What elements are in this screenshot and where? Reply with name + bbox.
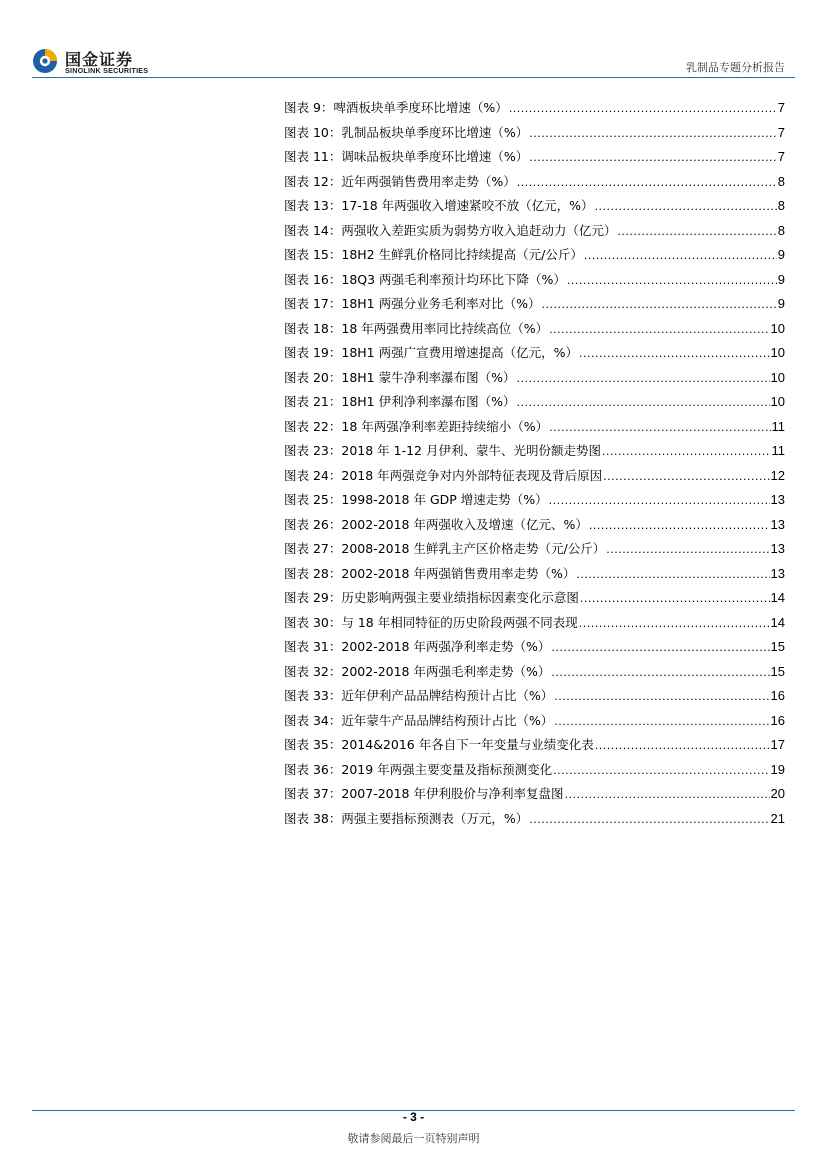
toc-entry-page[interactable]: 10 <box>770 394 785 409</box>
toc-entry-title[interactable]: 图表 34：近年蒙牛产品品牌结构预计占比（%） <box>284 712 554 728</box>
toc-entry[interactable] <box>284 515 785 540</box>
toc-entry-title[interactable]: 图表 17：18H1 两强分业务毛利率对比（%） <box>284 296 541 311</box>
toc-dot-leader <box>554 690 769 703</box>
toc-entry-title[interactable]: 图表 27：2008-2018 生鲜乳主产区价格走势（元/公斤） <box>284 541 606 556</box>
toc-entry-title[interactable]: 图表 16：18Q3 两强毛利率预计均环比下降（%） <box>284 271 566 287</box>
toc-entry[interactable] <box>284 221 785 246</box>
toc-entry-title[interactable]: 图表 28：2002-2018 年两强销售费用率走势（%） <box>284 565 576 581</box>
toc-dot-leader <box>542 298 777 311</box>
toc-entry-title[interactable]: 图表 35：2014&2016 年各自下一年变量与业绩变化表 <box>284 737 594 752</box>
toc-entry[interactable] <box>284 686 785 711</box>
toc-dot-leader <box>565 788 770 801</box>
toc-entry-page[interactable]: 7 <box>777 124 785 140</box>
toc-dot-leader <box>595 200 777 213</box>
toc-dot-leader <box>589 519 770 532</box>
toc-entry-title[interactable]: 图表 32：2002-2018 年两强毛利率走势（%） <box>284 663 551 679</box>
toc-entry[interactable] <box>284 760 785 785</box>
toc-dot-leader <box>517 396 770 409</box>
page-header <box>0 0 827 80</box>
logo-english-name: SINOLINK SECURITIES <box>65 66 149 75</box>
toc-dot-leader <box>517 372 770 385</box>
header-divider <box>32 77 795 78</box>
toc-entry-page[interactable]: 10 <box>770 320 785 336</box>
toc-entry[interactable] <box>284 98 785 123</box>
toc-entry-title[interactable]: 图表 31：2002-2018 年两强净利率走势（%） <box>284 639 551 654</box>
toc-entry-title[interactable]: 图表 21：18H1 伊利净利率瀑布图（%） <box>284 394 516 409</box>
toc-dot-leader <box>549 323 769 336</box>
toc-entry[interactable] <box>284 637 785 662</box>
toc-entry[interactable] <box>284 662 785 687</box>
toc-entry-title[interactable]: 图表 25：1998-2018 年 GDP 增速走势（%） <box>284 492 548 507</box>
toc-entry-title[interactable]: 图表 38：两强主要指标预测表（万元，%） <box>284 810 529 826</box>
toc-entry[interactable] <box>284 245 785 270</box>
toc-entry-title[interactable]: 图表 10：乳制品板块单季度环比增速（%） <box>284 124 529 140</box>
toc-dot-leader <box>529 813 769 826</box>
toc-entry-title[interactable]: 图表 24：2018 年两强竞争对内外部特征表现及背后原因 <box>284 467 603 483</box>
toc-dot-leader <box>606 543 769 556</box>
chart-list <box>284 98 785 833</box>
toc-entry-title[interactable]: 图表 30：与 18 年相同特征的历史阶段两强不同表现 <box>284 614 578 630</box>
toc-entry[interactable] <box>284 368 785 393</box>
toc-entry-page[interactable]: 21 <box>770 810 785 826</box>
toc-entry-title[interactable]: 图表 9：啤酒板块单季度环比增速（%） <box>284 100 508 115</box>
toc-entry-title[interactable]: 图表 36：2019 年两强主要变量及指标预测变化 <box>284 761 553 777</box>
toc-dot-leader <box>529 151 777 164</box>
toc-dot-leader <box>603 470 769 483</box>
toc-entry-page[interactable]: 16 <box>770 712 785 728</box>
toc-entry[interactable] <box>284 809 785 834</box>
toc-entry-title[interactable]: 图表 19：18H1 两强广宣费用增速提高（亿元，%） <box>284 345 578 360</box>
toc-entry[interactable] <box>284 711 785 736</box>
toc-entry[interactable] <box>284 147 785 172</box>
company-logo <box>32 46 172 78</box>
page-number: - 3 - <box>402 1110 425 1124</box>
toc-entry-title[interactable]: 图表 15：18H2 生鲜乳价格同比持续提高（元/公斤） <box>284 247 583 262</box>
toc-entry-title[interactable]: 图表 11：调味品板块单季度环比增速（%） <box>284 149 529 164</box>
toc-dot-leader <box>549 494 770 507</box>
toc-entry-page[interactable]: 15 <box>770 663 785 679</box>
toc-dot-leader <box>554 715 769 728</box>
toc-dot-leader <box>580 592 770 605</box>
toc-entry-title[interactable]: 图表 14：两强收入差距实质为弱势方收入追赶动力（亿元） <box>284 222 617 238</box>
toc-entry[interactable] <box>284 735 785 760</box>
toc-entry-page[interactable]: 10 <box>770 369 785 385</box>
toc-entry-page[interactable]: 11 <box>771 418 785 434</box>
toc-dot-leader <box>509 102 777 115</box>
toc-entry-page[interactable]: 13 <box>770 565 785 581</box>
toc-entry-page[interactable]: 13 <box>770 541 785 556</box>
toc-entry-title[interactable]: 图表 13：17-18 年两强收入增速紧咬不放（亿元，%） <box>284 198 594 213</box>
toc-entry[interactable] <box>284 613 785 638</box>
toc-entry[interactable] <box>284 123 785 148</box>
toc-entry[interactable] <box>284 319 785 344</box>
toc-entry[interactable] <box>284 294 785 319</box>
toc-entry-page[interactable]: 10 <box>770 345 785 360</box>
logo-chinese-name: 国金证券 <box>65 50 134 69</box>
toc-entry[interactable] <box>284 417 785 442</box>
toc-entry[interactable] <box>284 588 785 613</box>
toc-entry-page[interactable]: 13 <box>770 516 785 532</box>
toc-dot-leader <box>551 666 769 679</box>
toc-dot-leader <box>567 274 777 287</box>
toc-entry-title[interactable]: 图表 22：18 年两强净利率差距持续缩小（%） <box>284 418 549 434</box>
toc-entry-title[interactable]: 图表 18：18 年两强费用率同比持续高位（%） <box>284 320 549 336</box>
toc-entry-title[interactable]: 图表 20：18H1 蒙牛净利率瀑布图（%） <box>284 369 516 385</box>
sinolink-logo-icon <box>32 48 58 74</box>
toc-entry-page[interactable]: 16 <box>770 688 785 703</box>
disclaimer-note: 敬请参阅最后一页特别声明 <box>347 1132 480 1145</box>
toc-entry-page[interactable]: 20 <box>770 786 785 801</box>
toc-entry[interactable] <box>284 490 785 515</box>
toc-dot-leader <box>549 421 770 434</box>
toc-entry-page[interactable]: 9 <box>777 271 785 287</box>
toc-entry-title[interactable]: 图表 12：近年两强销售费用率走势（%） <box>284 173 516 189</box>
toc-dot-leader <box>584 249 777 262</box>
toc-entry[interactable] <box>284 343 785 368</box>
toc-dot-leader <box>529 127 777 140</box>
toc-entry[interactable] <box>284 784 785 809</box>
toc-entry-page[interactable]: 12 <box>770 467 785 483</box>
toc-entry[interactable] <box>284 441 785 466</box>
toc-dot-leader <box>553 764 769 777</box>
toc-dot-leader <box>579 347 770 360</box>
toc-entry-page[interactable]: 19 <box>770 761 785 777</box>
toc-entry-title[interactable]: 图表 33：近年伊利产品品牌结构预计占比（%） <box>284 688 554 703</box>
toc-dot-leader <box>579 617 770 630</box>
toc-entry-page[interactable]: 8 <box>777 173 785 189</box>
toc-entry-page[interactable]: 14 <box>770 614 785 630</box>
toc-dot-leader <box>576 568 769 581</box>
toc-entry-page[interactable]: 8 <box>777 198 785 213</box>
toc-entry-page[interactable]: 11 <box>771 443 785 458</box>
toc-entry[interactable] <box>284 539 785 564</box>
toc-entry-page[interactable]: 9 <box>777 296 785 311</box>
toc-entry-page[interactable]: 17 <box>770 737 785 752</box>
toc-dot-leader <box>517 176 777 189</box>
toc-entry-page[interactable]: 7 <box>777 100 785 115</box>
toc-entry-title[interactable]: 图表 29：历史影响两强主要业绩指标因素变化示意图 <box>284 590 579 605</box>
toc-dot-leader <box>595 739 770 752</box>
toc-entry[interactable] <box>284 196 785 221</box>
toc-entry-page[interactable]: 15 <box>770 639 785 654</box>
toc-dot-leader <box>617 225 776 238</box>
toc-entry-page[interactable]: 14 <box>770 590 785 605</box>
toc-entry-page[interactable]: 7 <box>777 149 785 164</box>
toc-entry-page[interactable]: 13 <box>770 492 785 507</box>
toc-entry-page[interactable]: 9 <box>777 247 785 262</box>
toc-entry-title[interactable]: 图表 37：2007-2018 年伊利股价与净利率复盘图 <box>284 786 564 801</box>
toc-entry-title[interactable]: 图表 26：2002-2018 年两强收入及增速（亿元、%） <box>284 516 588 532</box>
toc-entry-page[interactable]: 8 <box>777 222 785 238</box>
toc-entry[interactable] <box>284 392 785 417</box>
toc-entry[interactable] <box>284 270 785 295</box>
toc-entry[interactable] <box>284 564 785 589</box>
report-title: 乳制品专题分析报告 <box>686 61 785 74</box>
toc-entry-title[interactable]: 图表 23：2018 年 1-12 月伊利、蒙牛、光明份额走势图 <box>284 443 601 458</box>
toc-entry[interactable] <box>284 466 785 491</box>
toc-dot-leader <box>602 445 771 458</box>
toc-entry[interactable] <box>284 172 785 197</box>
toc-dot-leader <box>551 641 769 654</box>
